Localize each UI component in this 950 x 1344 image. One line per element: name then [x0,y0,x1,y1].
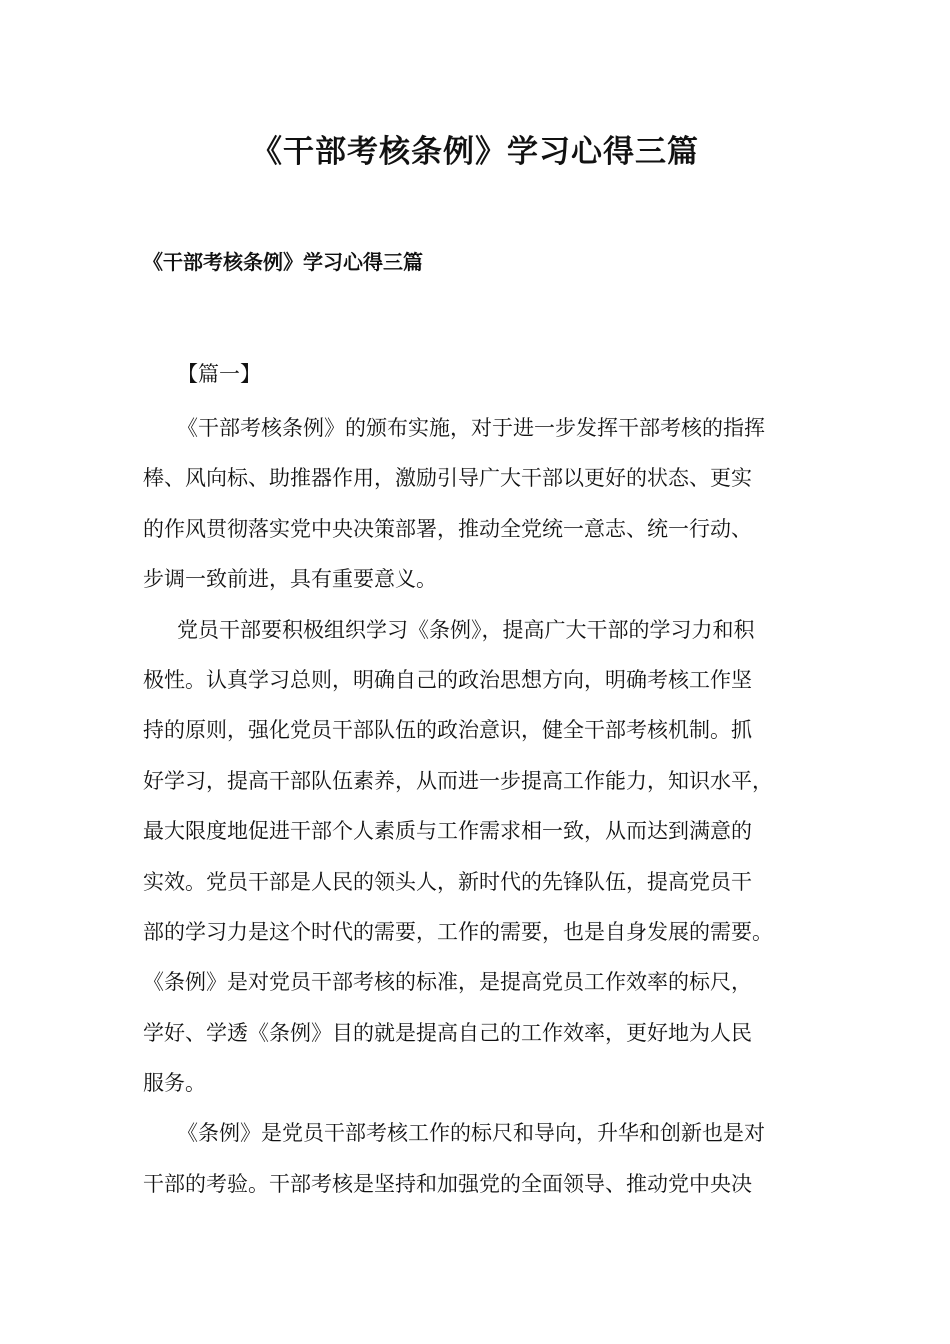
text-line: 步调一致前进，具有重要意义。 [143,567,437,592]
text-line: 部的学习力是这个时代的需要，工作的需要，也是自身发展的需要。 [143,919,773,944]
paragraph-3 [143,1108,813,1209]
text-line: 的作风贯彻落实党中央决策部署，推动全党统一意志、统一行动、 [143,516,752,541]
text-line: 极性。认真学习总则，明确自己的政治思想方向，明确考核工作坚 [143,667,752,692]
text-line: 服务。 [143,1071,206,1096]
document-body [143,352,813,1209]
document-subtitle: 《干部考核条例》学习心得三篇 [143,250,423,274]
paragraph-2 [143,605,813,1109]
text-line: 持的原则，强化党员干部队伍的政治意识，健全干部考核机制。抓 [143,718,752,743]
text-line: 《干部考核条例》的颁布实施，对于进一步发挥干部考核的指挥 [177,416,765,440]
text-line: 党员干部要积极组织学习《条例》，提高广大干部的学习力和积 [177,617,755,642]
text-line: 实效。党员干部是人民的领头人，新时代的先锋队伍，提高党员干 [143,869,752,894]
document-title: 《干部考核条例》学习心得三篇 [251,134,699,170]
text-line: 棒、风向标、助推器作用，激励引导广大干部以更好的状态、更实 [143,466,752,491]
text-line: 最大限度地促进干部个人素质与工作需求相一致，从而达到满意的 [143,819,752,844]
text-line: 学好、学透《条例》目的就是提高自己的工作效率，更好地为人民 [143,1020,752,1045]
text-line: 干部的考验。干部考核是坚持和加强党的全面领导、推动党中央决 [143,1171,752,1196]
text-line: 《条例》是党员干部考核工作的标尺和导向，升华和创新也是对 [177,1121,765,1146]
section-label: 【篇一】 [177,362,261,386]
text-line: 好学习，提高干部队伍素养，从而进一步提高工作能力，知识水平， [143,768,773,793]
paragraph-1 [143,403,813,605]
text-line: 《条例》是对党员干部考核的标准，是提高党员工作效率的标尺， [143,970,752,995]
